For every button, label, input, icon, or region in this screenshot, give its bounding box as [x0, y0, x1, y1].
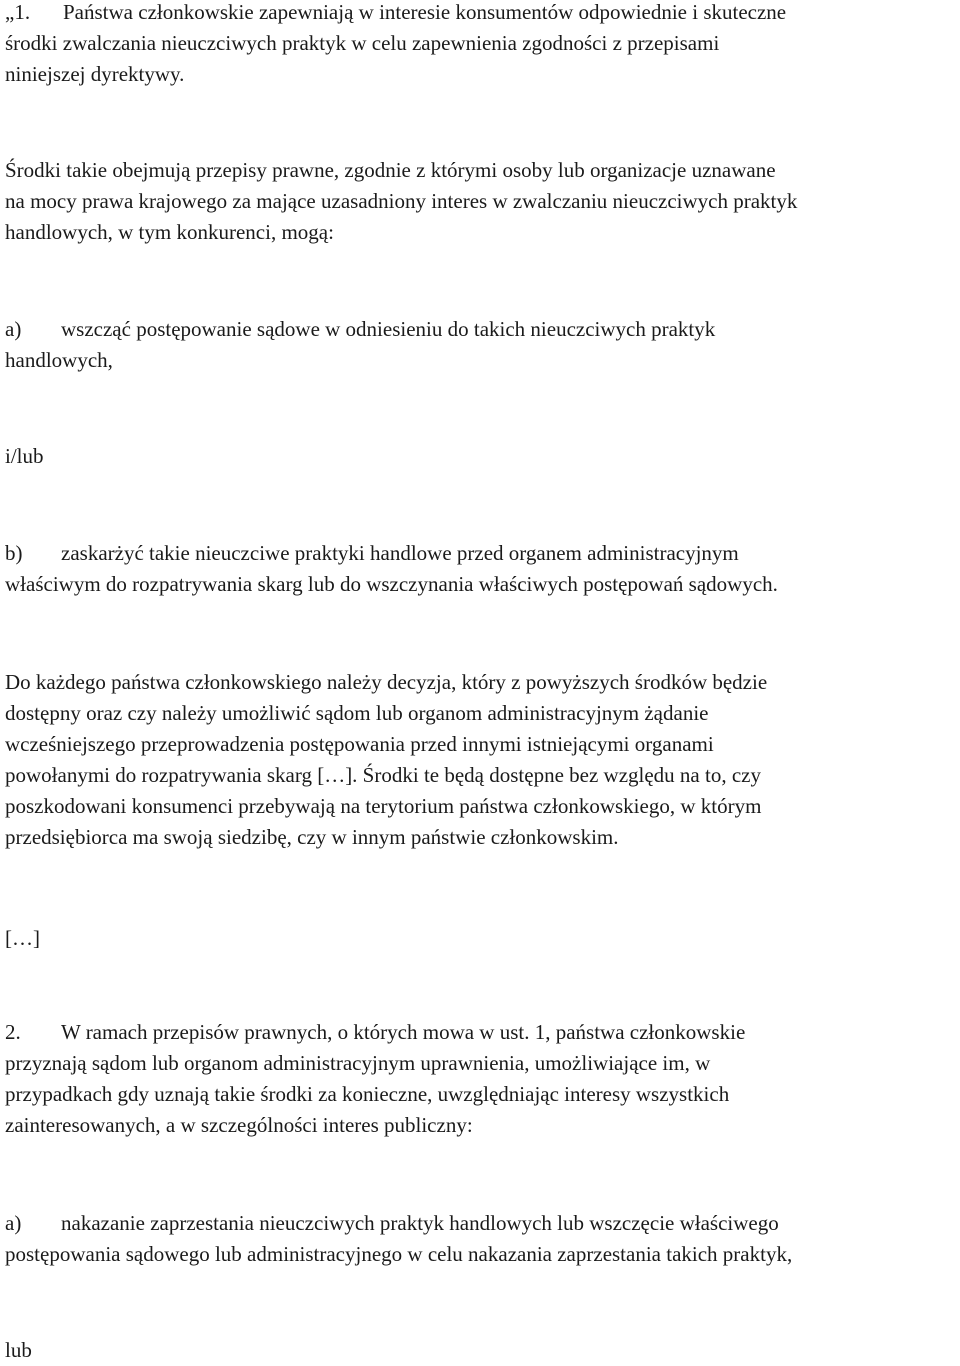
paragraph-number: „1. [5, 0, 31, 24]
paragraph-line: zainteresowanych, a w szczególności interes publiczny: [5, 1113, 473, 1137]
paragraph-line: dostępny oraz czy należy umożliwić sądom lub organom administracyjnym żądanie [5, 701, 709, 725]
paragraph-line: Państwa członkowskie zapewniają w interesie konsumentów odpowiednie i skuteczne [63, 0, 787, 24]
point-label: a) [5, 1211, 22, 1235]
point-line: wszcząć postępowanie sądowe w odniesieniu do takich nieuczciwych praktyk [61, 317, 716, 341]
paragraph-line: powołanymi do rozpatrywania skarg […]. Środki te będą dostępne bez względu na to, czy [5, 763, 761, 787]
paragraph-4 [5, 1017, 957, 1141]
point-line: handlowych, [5, 348, 113, 372]
point-label: a) [5, 317, 22, 341]
paragraph-line: przypadkach gdy uznają takie środki za konieczne, uwzględniając interesy wszystkich [5, 1082, 730, 1106]
paragraph-line: przyznają sądom lub organom administracyjnym uprawnienia, umożliwiające im, w [5, 1051, 711, 1075]
omission-marker: […] [5, 926, 40, 950]
point-line: postępowania sądowego lub administracyjnego w celu nakazania zaprzestania takich praktyk, [5, 1242, 793, 1266]
paragraph-line: na mocy prawa krajowego za mające uzasadniony interes w zwalczaniu nieuczciwych praktyk [5, 189, 798, 213]
paragraph-line: wcześniejszego przeprowadzenia postępowania przed innymi istniejącymi organami [5, 732, 714, 756]
connector-and-or: i/lub [5, 444, 44, 468]
paragraph-line: środki zwalczania nieuczciwych praktyk w celu zapewnienia zgodności z przepisami [5, 31, 720, 55]
paragraph-line: W ramach przepisów prawnych, o których mowa w ust. 1, państwa członkowskie [61, 1020, 746, 1044]
paragraph-1 [5, 0, 957, 90]
paragraph-line: niniejszej dyrektywy. [5, 62, 185, 86]
point-b [5, 538, 957, 600]
paragraph-line: Do każdego państwa członkowskiego należy decyzja, który z powyższych środków będzie [5, 670, 768, 694]
point-a-second [5, 1208, 957, 1270]
paragraph-line: przedsiębiorca ma swoją siedzibę, czy w innym państwie członkowskim. [5, 825, 619, 849]
point-line: nakazanie zaprzestania nieuczciwych praktyk handlowych lub wszczęcie właściwego [61, 1211, 779, 1235]
paragraph-2 [5, 155, 957, 248]
paragraph-number: 2. [5, 1020, 21, 1044]
paragraph-line: poszkodowani konsumenci przebywają na terytorium państwa członkowskiego, w którym [5, 794, 762, 818]
point-label: b) [5, 541, 23, 565]
paragraph-3 [5, 667, 957, 853]
paragraph-line: handlowych, w tym konkurenci, mogą: [5, 220, 334, 244]
paragraph-line: Środki takie obejmują przepisy prawne, zgodnie z którymi osoby lub organizacje uznawane [5, 158, 776, 182]
point-line: właściwym do rozpatrywania skarg lub do wszczynania właściwych postępowań sądowych. [5, 572, 778, 596]
connector-or: lub [5, 1338, 32, 1362]
point-a-first [5, 314, 957, 376]
point-line: zaskarżyć takie nieuczciwe praktyki handlowe przed organem administracyjnym [61, 541, 739, 565]
